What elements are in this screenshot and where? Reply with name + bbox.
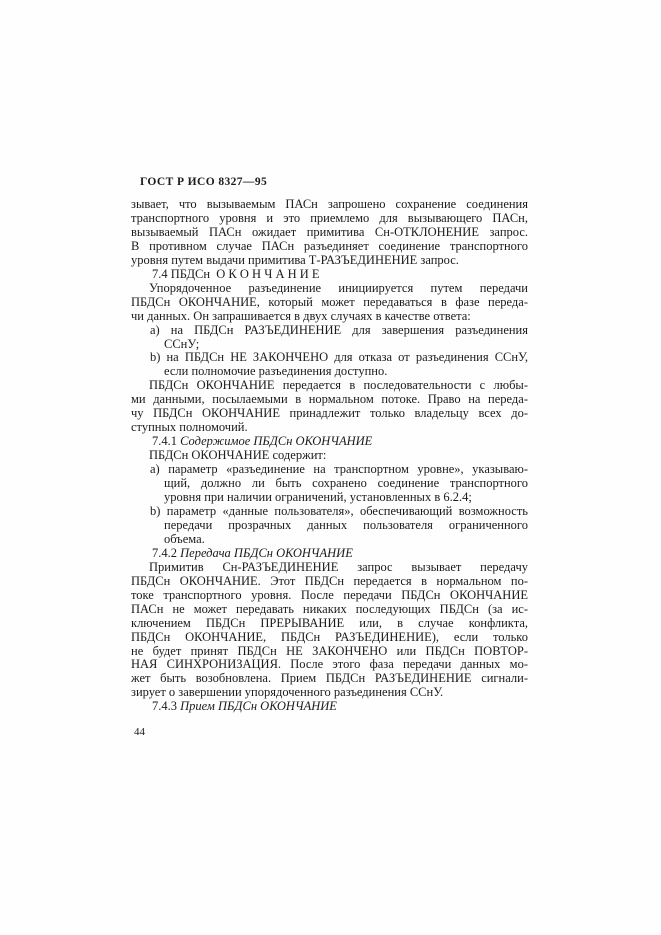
list-item-line: передачи прозрачных данных пользователя ограниченного <box>164 517 528 532</box>
section-title: Передача ПБДСн ОКОНЧАНИЕ <box>180 545 353 560</box>
body-line: ми данными, посылаемыми в нормальном потоке. Право на переда- <box>131 392 528 407</box>
list-item-line: объема. <box>164 531 205 546</box>
section-number: 7.4.1 <box>152 434 177 449</box>
body-line: вызываемый ПАСн ожидает примитива Сн-ОТКЛОНЕНИЕ запрос. <box>131 224 528 239</box>
body-line: ПБДСн ОКОНЧАНИЕ передается в последовательности с любы- <box>149 378 528 393</box>
list-item-line: b) параметр «данные пользователя», обеспечивающий возможность <box>150 503 528 518</box>
subsection-heading-7-4-1 <box>131 435 528 449</box>
list-item-line: уровня при наличии ограничений, установленных в 6.2.4; <box>164 490 472 505</box>
body-line: Примитив Сн-РАЗЪЕДИНЕНИЕ запрос вызывает передачу <box>149 559 528 574</box>
body-line: Упорядоченное разъединение инициируется путем передачи <box>149 280 528 295</box>
section-number: 7.4.3 <box>152 699 177 714</box>
list-item-line: ССнУ; <box>164 336 200 351</box>
body-line: зирует о завершении упорядоченного разъединения ССнУ. <box>131 685 444 700</box>
body-line: ПБДСн ОКОНЧАНИЕ, который может передаваться в фазе переда- <box>131 294 528 309</box>
page-number: 44 <box>134 726 145 738</box>
running-header: ГОСТ Р ИСО 8327—95 <box>140 176 268 188</box>
body-line: ПБДСн ОКОНЧАНИЕ содержит: <box>149 448 327 463</box>
body-line: токе транспортного уровня. После передачи ПБДСн ОКОНЧАНИЕ <box>131 587 528 602</box>
body-line: ступных полномочий. <box>131 420 248 435</box>
section-title: ПБДСн О К О Н Ч А Н И Е <box>170 266 320 281</box>
section-number: 7.4 <box>152 266 168 281</box>
body-line: В противном случае ПАСн разъединяет соединение транспортного <box>131 238 528 253</box>
body-line: жет быть возобновлена. Прием ПБДСн РАЗЪЕДИНЕНИЕ сигнали- <box>131 671 528 686</box>
body-line: НАЯ СИНХРОНИЗАЦИЯ. После этого фаза передачи данных мо- <box>131 657 528 672</box>
subsection-heading-7-4-3 <box>131 700 528 714</box>
subsection-heading-7-4-2 <box>131 547 528 561</box>
list-item-line: b) на ПБДСн НЕ ЗАКОНЧЕНО для отказа от разъединения ССнУ, <box>150 350 528 365</box>
text-block <box>131 198 528 714</box>
body-line: не будет принят ПБДСн НЕ ЗАКОНЧЕНО или ПБДСн ПОВТОР- <box>131 643 528 658</box>
list-item-line: a) параметр «разъединение на транспортном уровне», указываю- <box>150 462 528 477</box>
list-item-line: щий, должно ли быть сохранено соединение транспортного <box>164 476 528 491</box>
list-item-line: a) на ПБДСн РАЗЪЕДИНЕНИЕ для завершения разъединения <box>150 322 528 337</box>
section-title: Содержимое ПБДСн ОКОНЧАНИЕ <box>180 434 373 449</box>
body-line: зывает, что вызываемым ПАСн запрошено сохранение соединения <box>131 197 528 211</box>
section-title: Прием ПБДСн ОКОНЧАНИЕ <box>180 699 337 714</box>
list-item-line: если полномочие разъединения доступно. <box>164 364 388 379</box>
body-line: чу ПБДСн ОКОНЧАНИЕ принадлежит только владельцу всех до- <box>131 406 528 421</box>
body-line: чи данных. Он запрашивается в двух случаях в качестве ответа: <box>131 308 471 323</box>
body-line: ключением ПБДСн ПРЕРЫВАНИЕ или, в случае конфликта, <box>131 615 528 630</box>
section-heading-7-4 <box>131 268 528 282</box>
body-line: ПБДСн ОКОНЧАНИЕ, ПБДСн РАЗЪЕДИНЕНИЕ), если только <box>131 629 528 644</box>
body-line: ПБДСн ОКОНЧАНИЕ. Этот ПБДСн передается в нормальном по- <box>131 573 528 588</box>
section-number: 7.4.2 <box>152 545 177 560</box>
body-line: уровня путем выдачи примитива Т-РАЗЪЕДИНЕНИЕ запрос. <box>131 252 459 267</box>
body-line: транспортного уровня и это приемлемо для вызывающего ПАСн, <box>131 210 528 225</box>
body-line: ПАСн не может передавать никаких последующих ПБДСн (за ис- <box>131 601 528 616</box>
